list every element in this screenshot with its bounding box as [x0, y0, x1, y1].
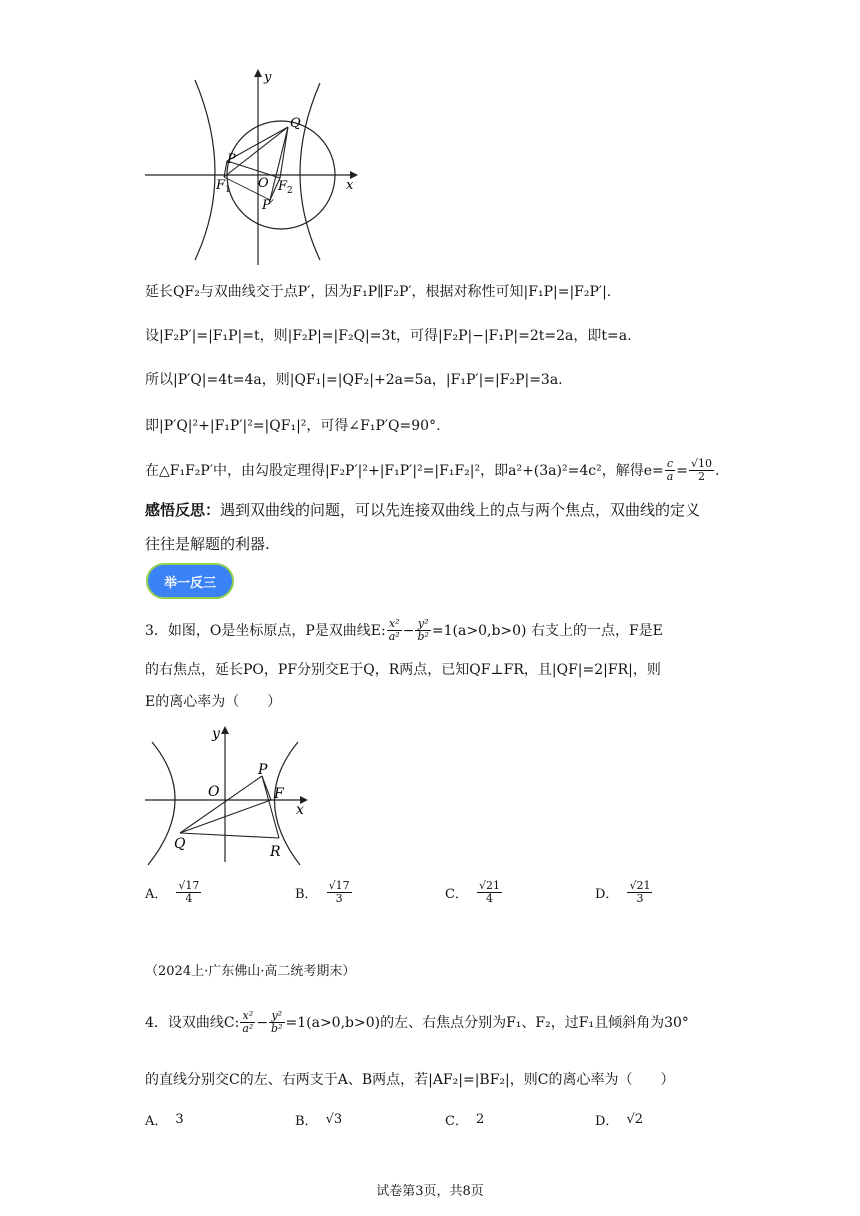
fig2-y-label: y: [212, 726, 220, 742]
frac-den: 2: [698, 470, 706, 483]
q4-text-1a: 4．设双曲线C:: [145, 1014, 240, 1031]
fig1-point-q: Q: [290, 116, 301, 131]
q4-option-d[interactable]: [595, 1110, 643, 1129]
page-footer: 试卷第3页，共8页: [376, 1184, 484, 1199]
fig1-y-label: y: [264, 70, 272, 85]
fig2-point-p: P: [258, 762, 268, 778]
option-value-fraction: [327, 880, 352, 905]
fig1-point-p: P: [227, 152, 236, 167]
reflection-label: 感悟反思：: [145, 501, 221, 519]
fig1-point-f2-sub: 2: [287, 186, 293, 196]
frac-den: b²: [271, 1022, 283, 1035]
q3-option-d[interactable]: [595, 880, 653, 905]
frac-den: 4: [485, 892, 493, 905]
frac-den: a²: [388, 630, 400, 643]
option-value: √3: [325, 1112, 343, 1127]
solution-line-5-text: 在△F₁F₂P′中，由勾股定理得|F₂P′|²+|F₁P′|²=|F₁F₂|²，即a²+(3a)²=4c²，解得e=: [145, 462, 664, 479]
practice-badge: 举一反三: [146, 563, 234, 599]
option-label: C．: [445, 887, 468, 902]
frac-num: y²: [269, 1010, 284, 1023]
frac-num: x²: [240, 1010, 255, 1023]
option-value: √2: [626, 1112, 643, 1127]
solution-line-3: 所以|P′Q|=4t=4a，则|QF₁|=|QF₂|+2a=5a，|F₁P′|=|F₂P|=3a.: [145, 372, 563, 388]
equals-sign: =: [676, 462, 689, 479]
solution-line-4: 即|P′Q|²+|F₁P′|²=|QF₁|²，可得∠F₁P′Q=90°.: [145, 418, 441, 434]
frac-den: a²: [242, 1022, 254, 1035]
frac-num: √17: [178, 879, 200, 892]
frac-num: x²: [387, 618, 402, 631]
frac-num: √10: [691, 457, 713, 470]
fraction-sqrt10-over-2: [689, 458, 714, 483]
fig1-point-f1-sub: 1: [225, 185, 231, 195]
q4-option-c[interactable]: [445, 1110, 484, 1129]
option-value: 3: [175, 1112, 184, 1127]
option-label: C．: [445, 1114, 468, 1129]
option-label: D．: [595, 1114, 619, 1129]
reflection-text-1: 遇到双曲线的问题，可以先连接双曲线上的点与两个焦点，双曲线的定义: [220, 501, 701, 519]
fig2-origin: O: [208, 784, 220, 800]
fig2-point-q: Q: [174, 836, 186, 852]
q3-line-3: E的离心率为（ ）: [145, 694, 282, 710]
question-source: （2024上·广东佛山·高二统考期末）: [145, 964, 356, 979]
solution-line-1: 延长QF₂与双曲线交于点P′，因为F₁P∥F₂P′，根据对称性可知|F₁P|=|F₂P′|.: [145, 284, 612, 300]
q4-option-a[interactable]: [145, 1110, 184, 1129]
fraction-c-over-a: [665, 458, 676, 483]
option-label: A．: [145, 887, 168, 902]
option-value-fraction: [627, 880, 652, 905]
q4-frac-y2-b2: [269, 1010, 284, 1035]
fig2-point-r: R: [270, 844, 281, 860]
option-label: B．: [295, 1114, 318, 1129]
solution-line-2: 设|F₂P′|=|F₁P|=t，则|F₂P|=|F₂Q|=3t，可得|F₂P|−|F₁P|=2t=2a，即t=a.: [145, 328, 632, 344]
fig1-point-pprime: P′: [262, 198, 274, 213]
option-label: B．: [295, 887, 318, 902]
q4-text-1b: =1(a>0,b>0)的左、右焦点分别为F₁、F₂，过F₁且倾斜角为30°: [285, 1014, 689, 1031]
q3-text-1a: 3．如图，O是坐标原点，P是双曲线E:: [145, 622, 386, 639]
option-label: D．: [595, 887, 619, 902]
fig2-x-label: x: [296, 802, 304, 818]
frac-den: 4: [185, 892, 193, 905]
q3-text-1b: =1(a>0,b>0) 右支上的一点，F是E: [431, 622, 663, 639]
q3-line-2: 的右焦点，延长PO，PF分别交E于Q，R两点，已知QF⊥FR，且|QF|=2|FR|，则: [145, 662, 661, 678]
q3-line-1: [145, 618, 663, 643]
frac-den: a: [666, 470, 674, 483]
period: .: [715, 462, 720, 479]
minus-sign: −: [402, 622, 415, 639]
fig1-origin: O: [258, 176, 269, 191]
option-value: 2: [475, 1112, 485, 1127]
q4-frac-x2-a2: [240, 1010, 255, 1035]
reflection-line-1: [145, 500, 700, 520]
q4-option-b[interactable]: [295, 1110, 342, 1129]
q3-option-b[interactable]: [295, 880, 353, 905]
q3-option-a[interactable]: [145, 880, 202, 905]
frac-num: √17: [328, 879, 350, 892]
option-label: A．: [145, 1114, 168, 1129]
q3-option-c[interactable]: [445, 880, 503, 905]
minus-sign: −: [256, 1014, 269, 1031]
frac-num: √21: [629, 879, 651, 892]
q4-line-2: 的直线分别交C的左、右两支于A、B两点，若|AF₂|=|BF₂|，则C的离心率为（ ）: [145, 1072, 675, 1088]
fig1-x-label: x: [346, 178, 354, 193]
frac-num: √21: [478, 879, 500, 892]
fig1-point-f1: F: [216, 178, 226, 193]
frac-den: 3: [335, 892, 343, 905]
frac-den: 3: [636, 892, 644, 905]
q4-line-1: [145, 1010, 689, 1035]
q3-frac-x2-a2: [387, 618, 402, 643]
fig1-point-f2: F: [278, 179, 288, 194]
figure-hyperbola-circle: [140, 65, 370, 270]
fig2-point-f: F: [274, 786, 284, 802]
figure-hyperbola-pfqr: [140, 720, 320, 870]
reflection-line-2: 往往是解题的利器.: [145, 535, 270, 553]
solution-line-5: [145, 458, 719, 483]
frac-num: c: [665, 458, 676, 471]
option-value-fraction: [176, 880, 201, 905]
frac-den: b²: [417, 630, 429, 643]
option-value-fraction: [477, 880, 502, 905]
q3-frac-y2-b2: [415, 618, 430, 643]
frac-num: y²: [415, 618, 430, 631]
